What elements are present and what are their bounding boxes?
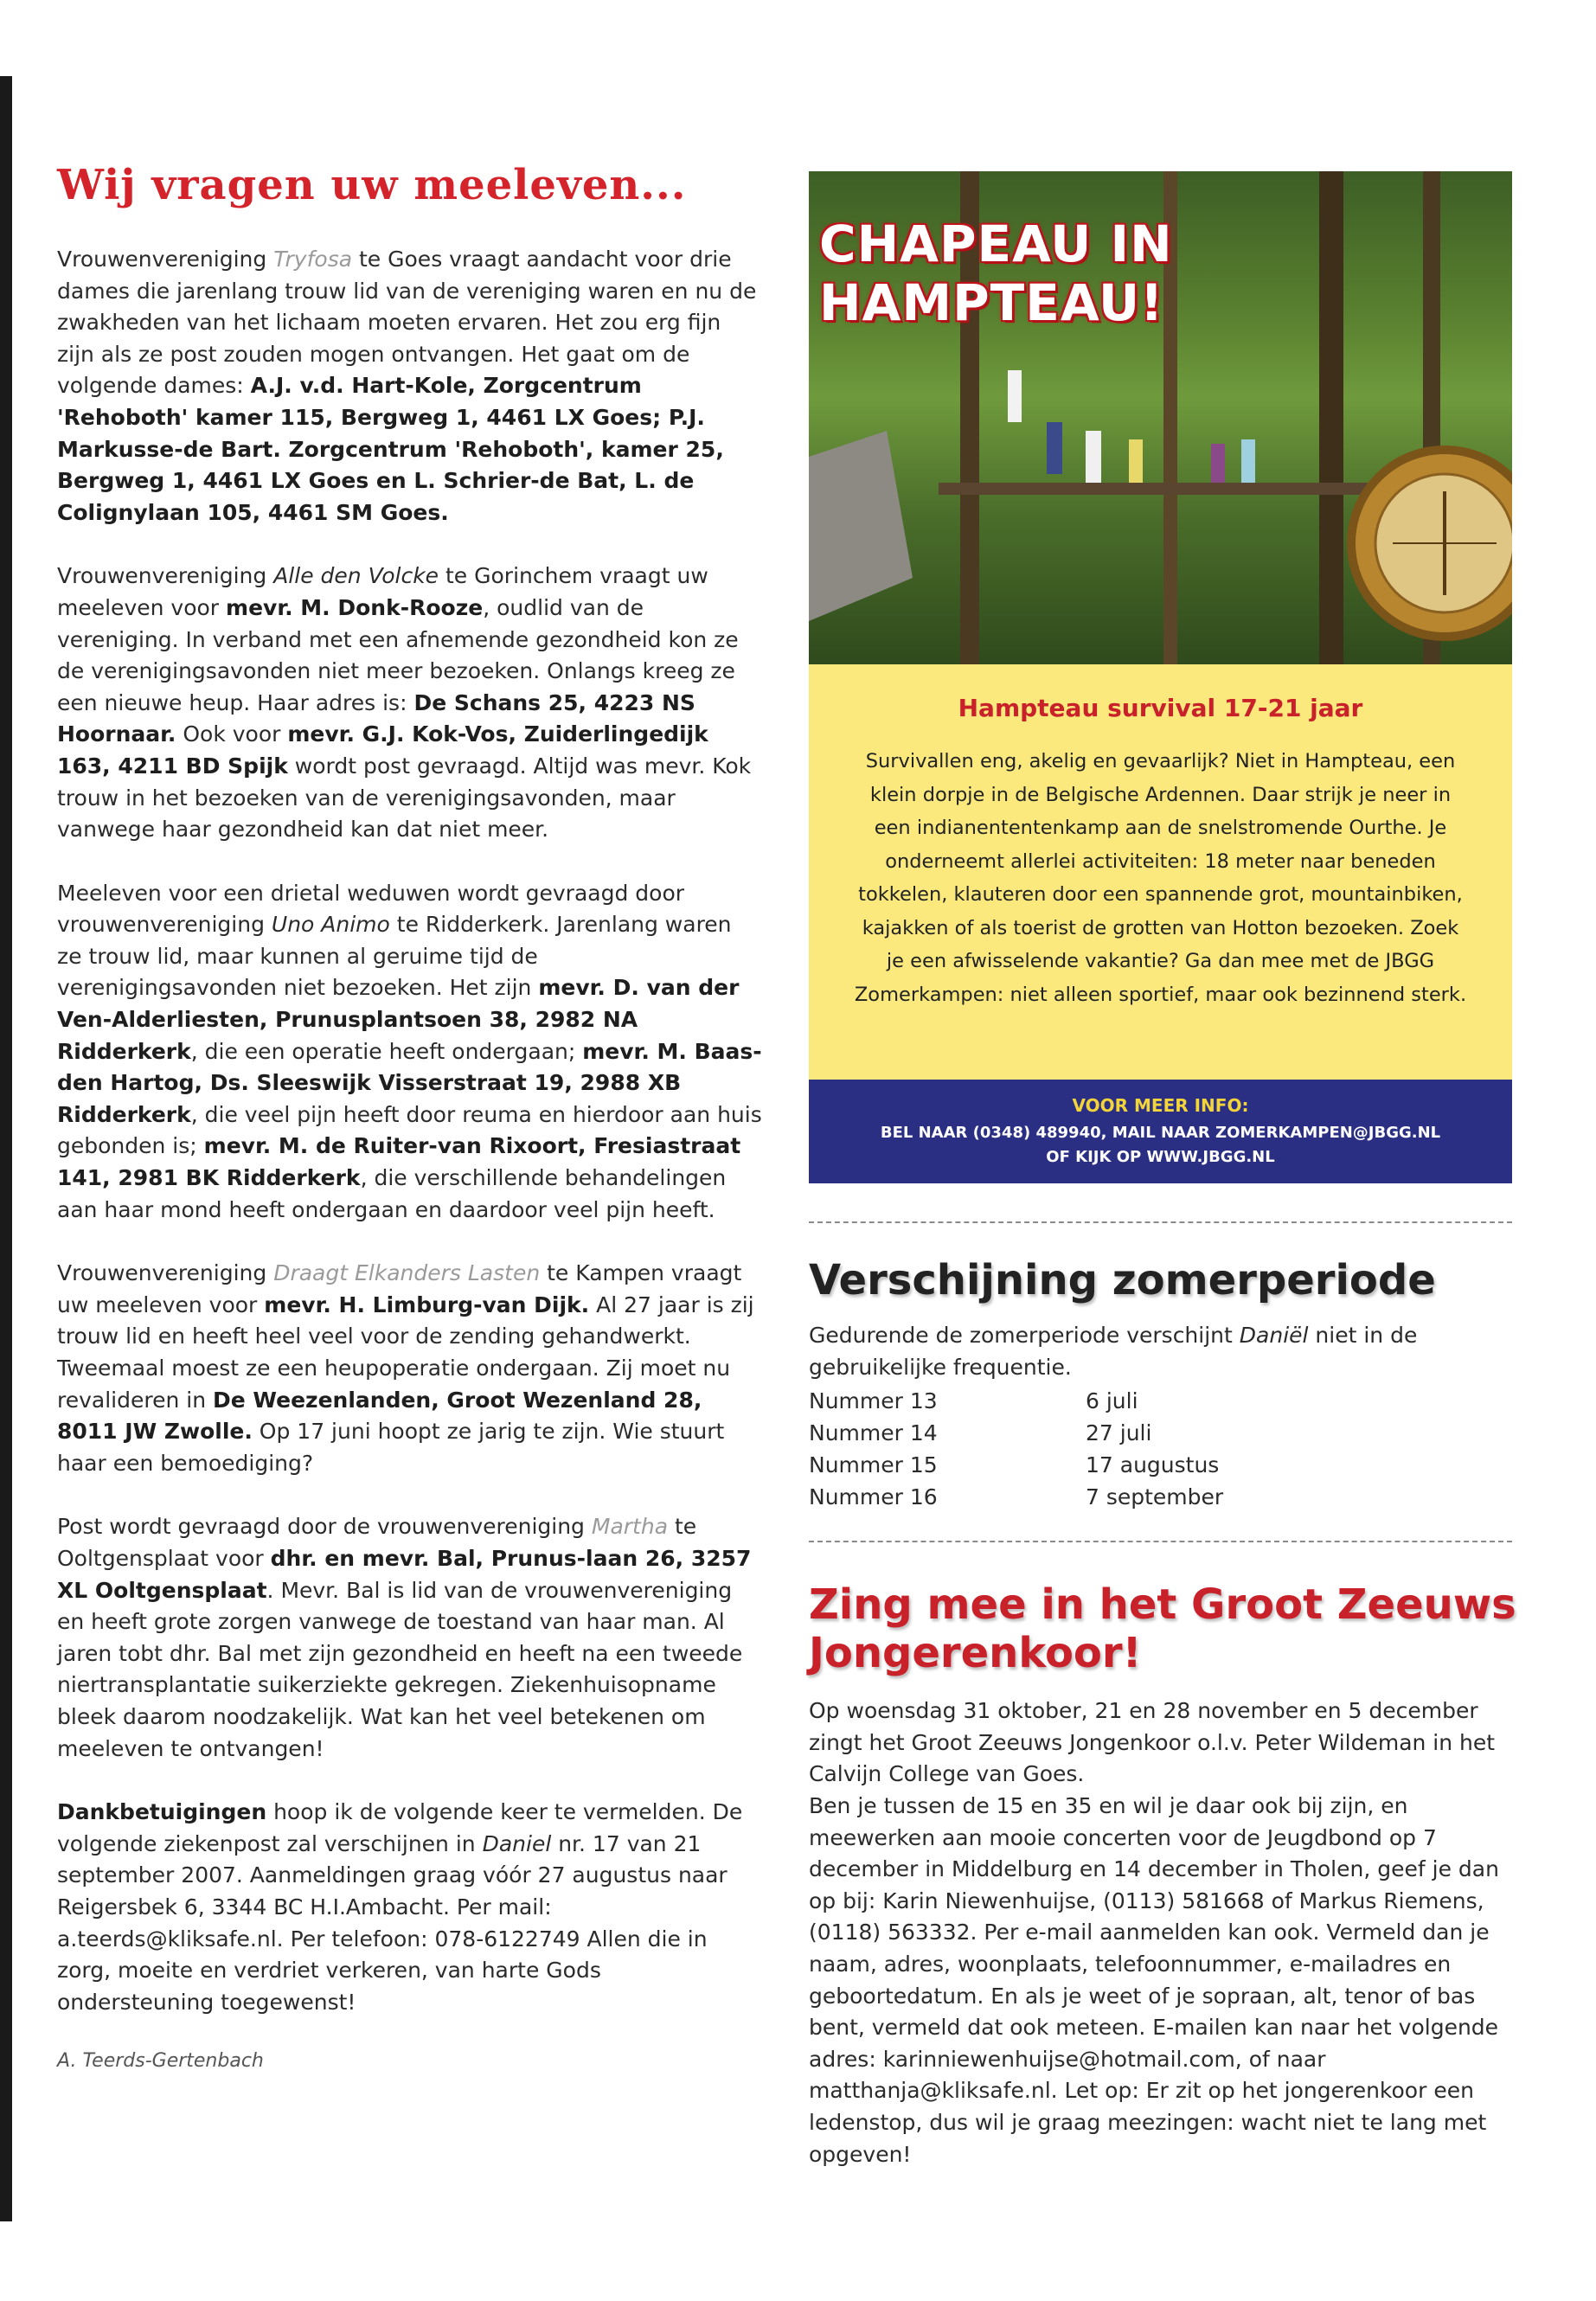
climber <box>1086 431 1101 483</box>
address-bold: De Schans 25, 4223 NS Hoornaar. <box>57 689 695 747</box>
climber <box>1047 422 1062 474</box>
text: , die veel pijn heeft door reuma en hierdoor aan huis gebonden is; <box>57 1101 762 1159</box>
association-name: Draagt Elkanders Lasten <box>273 1260 541 1286</box>
climber <box>1008 370 1022 422</box>
address-bold: mevr. D. van der Ven-Alderliesten, Prunusplantsoen 38, 2982 NA Ridderkerk <box>57 975 740 1064</box>
text: te Goes vraagt aandacht voor drie dames die jarenlang trouw lid van de vereniging waren en nu de zwakheden van het lichaam moeten ervaren. Het zou erg fijn zijn als ze post zouden mogen ontvangen. Het gaat om de volgende dames: <box>57 247 757 399</box>
ad-contact-bar <box>809 1080 1512 1183</box>
paragraph-draagt-elkanders-lasten <box>57 1258 762 1479</box>
magazine-name: Daniël <box>1239 1323 1309 1348</box>
paragraph-tryfosa <box>57 244 762 529</box>
rope-bridge <box>939 483 1371 495</box>
text: Gedurende de zomerperiode verschijnt <box>809 1323 1240 1348</box>
paragraph-alle-den-volcke <box>57 561 762 845</box>
text: Post wordt gevraagd door de vrouwenvereniging <box>57 1514 592 1540</box>
address-bold: dhr. en mevr. Bal, Prunus-laan 26, 3257 XL Ooltgensplaat <box>57 1545 752 1603</box>
choir-paragraph-2: Ben je tussen de 15 en 35 en wil je daar ook bij zijn, en meewerken aan mooie concerten voor de Jeugdbond op 7 december in Middelburg en 14 december in Tholen, geef je dan op bij: Karin Niewenhuijse, (0113) 581668 of Markus Riemens, (0118) 563332. Per e-mail aanmelden kan ook. Vermeld dan je naam, adres, woonplaats, telefoonnummer, e-mailadres en geboortedatum. En als je weet of je sopraan, alt, tenor of bas bent, vermeld dat ook meteen. E-mailen kan naar het volgende adres: karinniewenhuijse@hotmail.com, of naar matthanja@kliksafe.nl. Let op: Er zit op het jongerenkoor een ledenstop, dus wil je graag meezingen: wacht niet te lang met opgeven! <box>809 1793 1499 2167</box>
title-line: Jongerenkoor! <box>809 1629 1142 1677</box>
text: , oudlid van de vereniging. In verband met een afnemende gezondheid kon ze de verenigingsavonden niet meer bezoeken. Onlangs kreeg ze een nieuwe heup. Haar adres is: <box>57 594 739 715</box>
address-bold: De Weezenlanden, Groot Wezenland 28, 8011 JW Zwolle. <box>57 1387 702 1445</box>
ad-description-box <box>809 664 1512 1080</box>
author-signature: A. Teerds-Gertenbach <box>57 2050 264 2073</box>
issue-date: 27 juli <box>1086 1420 1152 1445</box>
ad-description: Survivallen eng, akelig en gevaarlijk? Niet in Hampteau, een klein dorpje in de Belgische Ardennen. Daar strijk je neer in een indianententenkamp aan de snelstromende Ourthe. Je onderneemt allerlei activiteiten: 18 meter naar beneden tokkelen, klauteren door een spannende grot, mountainbiken, kajakken of als toerist de grotten van Hotton bezoeken. Zoek je een afwisselende vakantie? Ga dan mee met de JBGG Zomerkampen: niet alleen sportief, maar ook bezinnend sterk. <box>854 750 1467 1006</box>
wooden-platform <box>809 431 913 621</box>
contact-line: BEL NAAR (0348) 489940, MAIL NAAR ZOMERKAMPEN@JBGG.NL <box>880 1124 1441 1142</box>
dashed-divider <box>809 1541 1512 1542</box>
association-name: Uno Animo <box>271 912 390 938</box>
text: te Kampen vraagt uw meeleven voor <box>57 1260 742 1317</box>
text: , die een operatie heeft ondergaan; <box>190 1038 583 1064</box>
association-name: Tryfosa <box>273 247 353 272</box>
issue-number: Nummer 16 <box>809 1484 938 1509</box>
text: te Ridderkerk. Jarenlang waren ze trouw lid, maar kunnen al geruime tijd de verenigingsavonden niet bezoeken. Het zijn <box>57 912 732 1001</box>
person-bold: mevr. M. Donk-Rooze <box>226 594 484 620</box>
issue-schedule <box>809 1385 1328 1513</box>
text: Vrouwenvereniging <box>57 1260 274 1286</box>
magazine-name: Daniel <box>482 1830 552 1856</box>
issue-date: 6 juli <box>1086 1388 1138 1413</box>
info-label: VOOR MEER INFO: <box>1072 1095 1249 1116</box>
website-line: OF KIJK OP WWW.JBGG.NL <box>1046 1148 1275 1166</box>
address-bold: A.J. v.d. Hart-Kole, Zorgcentrum 'Rehoboth' kamer 115, Bergweg 1, 4461 LX Goes; P.J. Markusse-de Bart. Zorgcentrum 'Rehoboth', kamer 25, Bergweg 1, 4461 LX Goes en L. Schrier-de Bat, L. de Colignylaan 105, 4461 SM Goes. <box>57 373 724 525</box>
schedule-row <box>809 1481 1328 1513</box>
ad-title: CHAPEAU IN HAMPTEAU! <box>819 215 1173 332</box>
issue-number: Nummer 13 <box>809 1388 938 1413</box>
paragraph-dankbetuigingen <box>57 1797 762 2018</box>
paragraph-uno-animo <box>57 878 762 1227</box>
page-spine-shadow <box>0 76 12 2221</box>
person-bold: mevr. H. Limburg-van Dijk. <box>264 1292 590 1317</box>
summer-intro <box>809 1320 1511 1383</box>
choir-paragraph-1: Op woensdag 31 oktober, 21 en 28 november en 5 december zingt het Groot Zeeuws Jongenkoor o.l.v. Peter Wildeman in het Calvijn College van Goes. <box>809 1698 1496 1787</box>
text: Meeleven voor een drietal weduwen wordt gevraagd door vrouwenvereniging <box>57 880 685 938</box>
text: . Mevr. Bal is lid van de vrouwenvereniging en heeft grote zorgen vanwege de toestand van haar man. Al jaren tobt dhr. Bal met zijn gezondheid en heeft na een tweede niertransplantatie suikerziekte gekregen. Ziekenhuisopname bleek daarom noodzakelijk. Wat kan het veel betekenen om meeleven te ontvangen! <box>57 1577 743 1761</box>
paragraph-martha <box>57 1511 762 1765</box>
text: Vrouwenvereniging <box>57 563 274 589</box>
address-bold: mevr. G.J. Kok-Vos, Zuiderlingedijk 163, 4211 BD Spijk <box>57 721 708 779</box>
text: te Gorinchem vraagt uw meeleven voor <box>57 563 708 620</box>
dashed-divider <box>809 1221 1512 1223</box>
text: nr. 17 van 21 september 2007. Aanmeldingen graag vóór 27 augustus naar Reigersbek 6, 3344 BC H.I.Ambacht. Per mail: a.teerds@kliksafe.nl. Per telefoon: 078-6122749 Allen die in zorg, moeite en verdriet verkeren, van harte Gods ondersteuning toegewenst! <box>57 1830 727 2015</box>
text: Vrouwenvereniging <box>57 247 274 272</box>
heading-bold: Dankbetuigingen <box>57 1799 267 1825</box>
schedule-row <box>809 1417 1328 1449</box>
text: wordt post gevraagd. Altijd was mevr. Kok trouw in het bezoeken van de verenigingsavonden, maar vanwege haar gezondheid kan dat niet meer. <box>57 753 752 843</box>
ad-forest-photo <box>809 171 1512 664</box>
text: Al 27 jaar is zij trouw lid en heeft heel veel voor de zending gehandwerkt. Tweemaal moest ze een heupoperatie ondergaan. Zij moet nu revalideren in <box>57 1292 754 1413</box>
title-line: Zing mee in het Groot Zeeuws <box>809 1580 1516 1629</box>
issue-number: Nummer 14 <box>809 1420 938 1445</box>
issue-number: Nummer 15 <box>809 1452 938 1477</box>
text: niet in de gebruikelijke frequentie. <box>809 1323 1418 1380</box>
summer-title: Verschijning zomerperiode <box>809 1256 1436 1304</box>
association-name: Alle den Volcke <box>273 563 439 589</box>
text: Ook voor <box>176 721 288 747</box>
association-name: Martha <box>591 1514 669 1540</box>
issue-date: 17 augustus <box>1086 1452 1220 1477</box>
left-column <box>57 161 762 2072</box>
text: Op 17 juni hoopt ze jarig te zijn. Wie stuurt haar een bemoediging? <box>57 1419 725 1476</box>
ad-subtitle: Hampteau survival 17-21 jaar <box>958 694 1363 722</box>
page-title: Wij vragen uw meeleven... <box>57 161 687 209</box>
text: hoop ik de volgende keer te vermelden. De volgende ziekenpost zal verschijnen in <box>57 1799 743 1856</box>
climber <box>1211 444 1225 483</box>
address-bold: mevr. M. Baas-den Hartog, Ds. Sleeswijk Visserstraat 19, 2988 XB Ridderkerk <box>57 1038 762 1127</box>
hampteau-advertisement <box>809 171 1512 1183</box>
text: te Ooltgensplaat voor <box>57 1514 697 1571</box>
schedule-row <box>809 1449 1328 1481</box>
schedule-row <box>809 1385 1328 1417</box>
climber <box>1241 439 1255 483</box>
choir-title <box>809 1580 1516 1677</box>
climber <box>1129 439 1143 483</box>
text: , die verschillende behandelingen aan haar mond heeft ondergaan en daardoor veel pijn heeft. <box>57 1165 727 1222</box>
address-bold: mevr. M. de Ruiter-van Rixoort, Fresiastraat 141, 2981 BK Ridderkerk <box>57 1133 741 1191</box>
issue-date: 7 september <box>1086 1484 1224 1509</box>
